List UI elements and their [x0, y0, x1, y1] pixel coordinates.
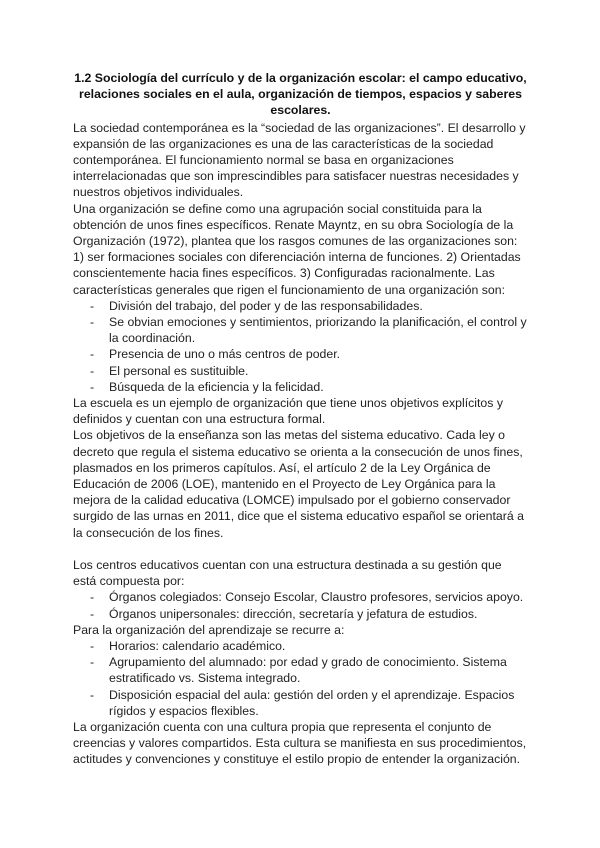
list-item: - Horarios: calendario académico. [109, 638, 528, 654]
paragraph-organizational-culture: La organización cuenta con una cultura propia que representa el conjunto de creencias y valores compartidos. Esta cultura se manifiesta en sus procedimientos, actitudes y convenciones y constituye el estilo propio de entender la organización. [73, 719, 527, 767]
paragraph-centre-structure: Los centros educativos cuentan con una estructura destinada a su gestión que está compuesta por: [73, 557, 502, 589]
list-item: - Presencia de uno o más centros de poder. [109, 346, 528, 362]
section-title: 1.2 Sociología del currículo y de la organización escolar: el campo educativo, relaciones sociales en el aula, organización de tiempos, espacios y saberes escolares. [74, 71, 527, 118]
list-item: - Se obvian emociones y sentimientos, priorizando la planificación, el control y la coordinación. [109, 314, 528, 346]
organization-features-list [73, 298, 528, 395]
list-item: - Órganos colegiados: Consejo Escolar, Claustro profesores, servicios apoyo. [109, 589, 528, 605]
paragraph-organizations-society: La sociedad contemporánea es la “sociedad de las organizaciones”. El desarrollo y expansión de las organizaciones es una de las características de la sociedad contemporánea. El funcionamiento normal se basa en organizaciones interrelacionadas que son imprescindibles para satisfacer nuestras necesidades y nuestros objetivos individuales. [73, 120, 526, 200]
list-item: - División del trabajo, del poder y de las responsabilidades. [109, 298, 528, 314]
paragraph-learning-organization: Para la organización del aprendizaje se recurre a: [73, 622, 345, 637]
document-page [73, 70, 528, 768]
list-item: - Órganos unipersonales: dirección, secretaría y jefatura de estudios. [109, 606, 528, 622]
learning-organization-list [73, 638, 528, 719]
list-item: - El personal es sustituible. [109, 363, 528, 379]
paragraph-teaching-objectives: Los objetivos de la enseñanza son las metas del sistema educativo. Cada ley o decreto que regula el sistema educativo se orienta a la consecución de unos fines, plasmados en los primeros capítulos. Así, el artículo 2 de la Ley Orgánica de Educación de 2006 (LOE), mantenido en el Proyecto de Ley Orgánica para la mejora de la calidad educativa (LOMCE) impulsado por el gobierno conservador surgido de las urnas en 2011, dice que el sistema educativo español se orientará a la consecución de los fines. [73, 428, 524, 540]
list-item: - Agrupamiento del alumnado: por edad y grado de conocimiento. Sistema estratificado vs. Sistema integrado. [109, 654, 528, 686]
paragraph-organization-definition: Una organización se define como una agrupación social constituida para la obtención de unos fines específicos. Renate Mayntz, en su obra Sociología de la Organización (1972), plantea que los rasgos comunes de las organizaciones son: 1) ser formaciones sociales con diferenciación interna de funciones. 2) Orientadas conscientemente hacia fines específicos. 3) Configuradas racionalmente. Las características generales que rigen el funcionamiento de una organización son: [73, 201, 521, 297]
paragraph-school-organization: La escuela es un ejemplo de organización que tiene unos objetivos explícitos y definidos y cuentan con una estructura formal. [73, 396, 503, 427]
governing-bodies-list [73, 589, 528, 621]
list-item: - Disposición espacial del aula: gestión del orden y el aprendizaje. Espacios rígidos y espacios flexibles. [109, 687, 528, 719]
paragraph-spacer [73, 541, 528, 557]
list-item: - Búsqueda de la eficiencia y la felicidad. [109, 379, 528, 395]
